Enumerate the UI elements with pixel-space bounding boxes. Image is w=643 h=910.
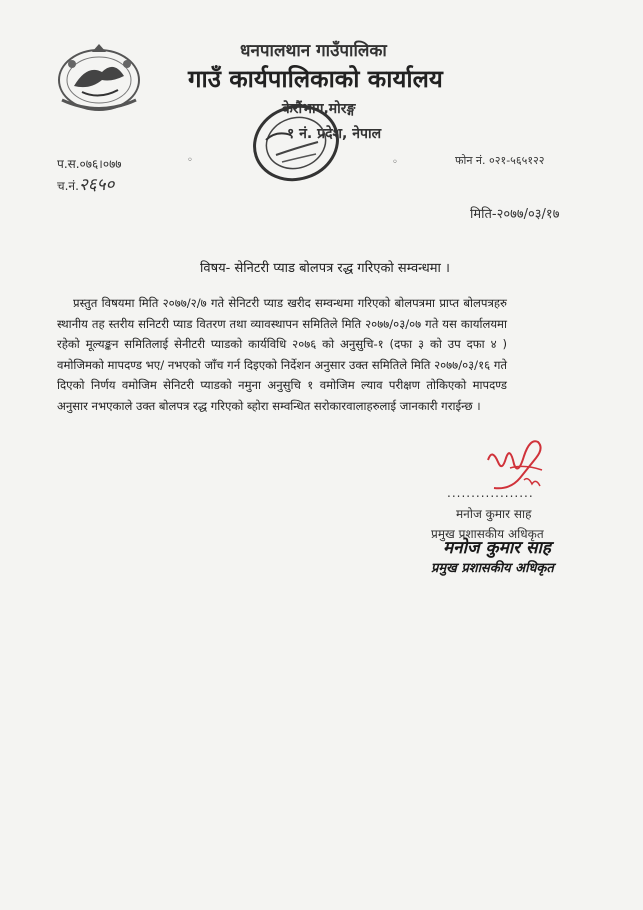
stamped-title: प्रमुख प्रशासकीय अधिकृत [431,561,554,576]
stamped-name: मनोज कुमार साह [443,538,551,558]
office-province: १ नं. प्रदेश, नेपाल [287,126,382,142]
municipality-name: धनपालथान गाउँपालिका [240,41,387,61]
signature-line: .................. [447,486,534,500]
signatory-name: मनोज कुमार साह [456,507,532,521]
office-seal-stamp [246,100,346,186]
letter-subject: विषय- सेनिटरी प्याड बोलपत्र रद्ध गरिएको सम्वन्धमा । [200,261,450,276]
letter-body: प्रस्तुत विषयमा मिति २०७७/२/७ गते सेनिटरी प्याड खरीद सम्वन्धमा गरिएको बोलपत्रमा प्राप्त बोलपत्रहरु स्थानीय तह स्तरीय सनिटरी प्याड वितरण तथा व्यावस्थापन समितिले मिति २०७७/०३/०७ गते यस कार्यालयमा रहेको मूल्यङ्कन समितिलाई सेनीटरी प्याडको कार्यविधि २०७६ को अनुसुचि-१ (दफा ३ को उप दफा ४ ) वमोजिमको मापदण्ड भए/ नभएको जाँच गर्न दिइएको निर्देशन अनुसार उक्त समितिले मिति २०७७/०३/१६ गते दिएको निर्णय वमोजिम सेनिटरी प्याडको नमुना अनुसुचि १ वमोजिम ल्याव परीक्षण तोकिएको मापदण्ड अनुसार नभएकाले उक्त बोलपत्र रद्ध गरिएको ब्होरा सम्वन्धित सरोकारवालाहरुलाई जानकारी गराईन्छ । [57,296,507,413]
chalani-prefix: च.नं. [57,179,79,193]
nepal-emblem-icon [52,42,147,114]
decorative-mark: ◦ [392,157,398,168]
patra-sankhya: प.स.०७६।०७७ [57,157,122,171]
office-address: केरौंभाग,मोरङ्ग [282,101,356,117]
decorative-mark: ◦ [187,155,193,166]
office-name: गाउँ कार्यपालिकाको कार्यालय [188,65,443,93]
chalani-number-value: २६५० [78,175,115,195]
letter-date: मिति-२०७७/०३/१७ [470,207,560,222]
phone-number: फोन नं. ०२१-५६५१२२ [455,154,545,167]
chalani-number [57,172,114,195]
signatory-title: प्रमुख प्रशासकीय अधिकृत [431,527,544,541]
